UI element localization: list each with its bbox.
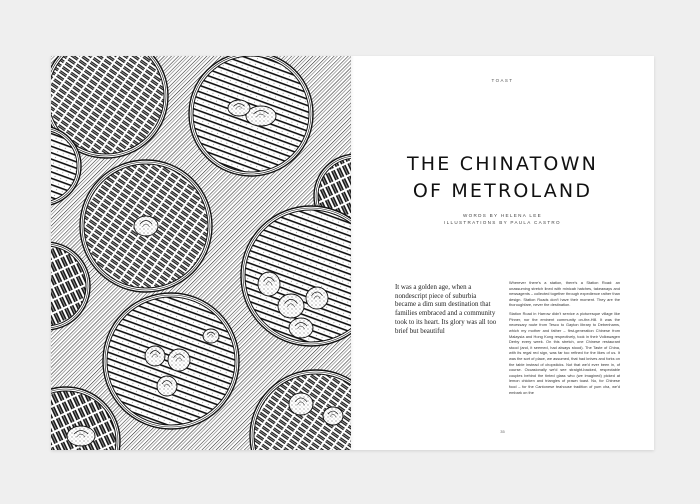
section-label: TOAST <box>491 78 514 83</box>
right-page <box>351 56 654 450</box>
dumpling <box>246 106 276 126</box>
dim-sum-illustration <box>51 56 351 450</box>
dumpling <box>228 100 250 116</box>
dumpling <box>289 318 313 338</box>
article-title <box>351 151 654 205</box>
dumpling <box>157 376 177 396</box>
magazine-spread <box>51 56 654 450</box>
standfirst-text: It was a golden age, when a nondescript piece of suburbia became a dim sum destination that families embraced and a community took to its heart. Its glory was all too brief but beautiful <box>395 284 497 335</box>
dumpling <box>323 407 343 425</box>
left-page <box>51 56 351 450</box>
dumpling <box>306 287 328 309</box>
body-paragraph: Station Road in Harrow didn't service a picturesque village like Pinner, nor the eminent community on-the-Hill. It was the necessary route from Tesco to Gayton library to Debenhams, which my mother and father – first-generation Chinese from Malaysia and Hong Kong respectively, took in their Volkswagen Derby every week. On this stretch, one Chinese restaurant stood (and, it seemed, had always stood). The Taste of China, with its regal red sign, was far too refined for the likes of us. It was the sort of place, we assumed, that had knives and forks on the table instead of chopsticks. Not that we'd ever been in, of course. Occasionally we'd see straight-backed, respectable couples behind the tinted glass who (we imagined) picked at lemon chicken and triangles of prawn toast. No, for Chinese food – for the Cantonese teahouse tradition of yum cha, we'd embark on the <box>509 311 620 395</box>
standfirst <box>395 284 499 336</box>
dumpling <box>134 216 158 236</box>
dumpling <box>203 329 219 343</box>
body-paragraph: Wherever there's a station, there's a Station Road: an unassuming stretch lined with minicab hatches, takeaways and newsagents – collected together through expedience rather than design. Station Roads don't have their moment. They are the thoroughfare, never the destination. <box>509 280 620 308</box>
dumpling <box>168 349 190 371</box>
dumpling <box>258 272 280 296</box>
title-line-1: THE CHINATOWN <box>407 153 598 175</box>
dumpling <box>289 393 313 415</box>
body-text <box>509 280 620 398</box>
dumpling <box>67 426 95 446</box>
title-line-2: OF METROLAND <box>412 180 593 202</box>
byline <box>351 212 654 226</box>
author-credit: WORDS BY HELENA LEE <box>463 213 542 218</box>
illustrator-credit: ILLUSTRATIONS BY PAULA CASTRO <box>444 220 561 225</box>
dumpling <box>278 294 304 318</box>
page-number: 35 <box>500 429 505 434</box>
dumpling <box>145 346 165 366</box>
